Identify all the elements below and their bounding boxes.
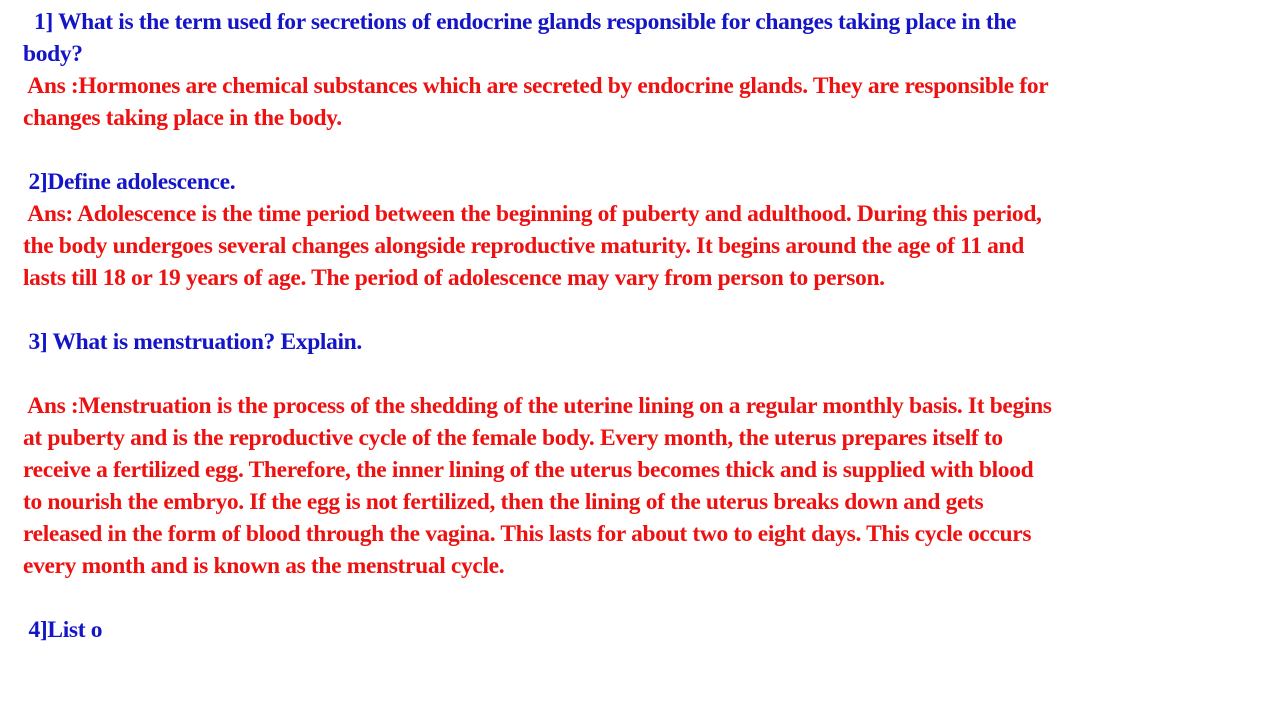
answer-2-line-2: the body undergoes several changes alongside reproductive maturity. It begins around the age of 11 and [23,233,1024,259]
answer-3-line-1: Ans :Menstruation is the process of the shedding of the uterine lining on a regular monthly basis. It begins [23,393,1052,419]
answer-1-line-1: Ans :Hormones are chemical substances which are secreted by endocrine glands. They are responsible for [23,73,1049,99]
answer-2-line-1: Ans: Adolescence is the time period between the beginning of puberty and adulthood. During this period, [23,201,1042,227]
answer-3-line-2: at puberty and is the reproductive cycle of the female body. Every month, the uterus prepares itself to [23,425,1003,451]
answer-1 [23,70,1256,134]
answer-2 [23,198,1256,294]
answer-3 [23,390,1256,582]
question-1-line-2: body? [23,41,83,67]
answer-3-line-3: receive a fertilized egg. Therefore, the inner lining of the uterus becomes thick and is supplied with blood [23,457,1034,483]
answer-2-line-3: lasts till 18 or 19 years of age. The period of adolescence may vary from person to person. [23,265,885,291]
answer-1-line-2: changes taking place in the body. [23,105,342,131]
answer-3-line-5: released in the form of blood through the vagina. This lasts for about two to eight days. This cycle occurs [23,521,1032,547]
spacer [23,294,1256,326]
question-3-line-1: 3] What is menstruation? Explain. [23,329,362,355]
question-2 [23,166,1256,198]
spacer [23,134,1256,166]
question-4-partial-text: 4]List o [23,617,103,643]
spacer [23,358,1256,390]
question-1 [23,6,1256,70]
answer-3-line-6: every month and is known as the menstrual cycle. [23,553,505,579]
spacer [23,582,1256,614]
question-2-line-1: 2]Define adolescence. [23,169,236,195]
question-4 [23,614,1256,646]
question-1-line-1: 1] What is the term used for secretions of endocrine glands responsible for changes taking place in the [23,9,1017,35]
question-3 [23,326,1256,358]
question-4-line-1 [23,614,1256,646]
answer-3-line-4: to nourish the embryo. If the egg is not fertilized, then the lining of the uterus breaks down and gets [23,489,984,515]
